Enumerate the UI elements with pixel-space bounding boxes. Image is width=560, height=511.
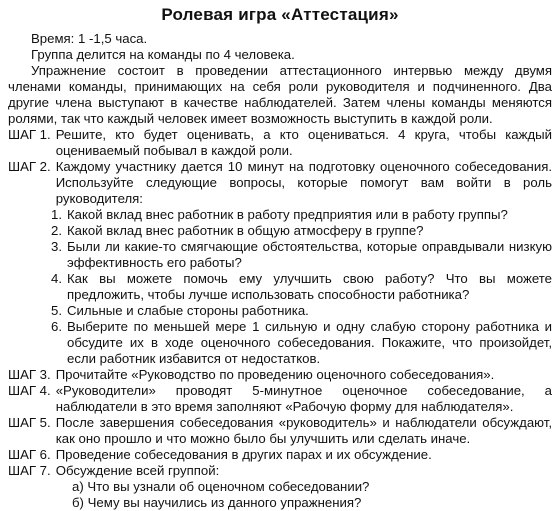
step-3: [8, 367, 552, 383]
step-label: ШАГ 2.: [8, 159, 51, 174]
step-text: Проведение собеседования в других парах и их обсуждение.: [55, 447, 432, 462]
discussion-question-b: б) Чему вы научились из данного упражнения?: [72, 495, 362, 510]
question-text: Выберите по меньшей мере 1 сильную и одну слабую сторону работника и обсудите их в ходе оценочного собеседования. Покажите, что произойдет, если работник избавится от недостатков.: [67, 319, 552, 366]
question-text: Сильные и слабые стороны работника.: [67, 303, 309, 318]
step-text: Каждому участнику дается 10 минут на подготовку оценочного собеседования. Используйте следующие вопросы, которые помогут вам войти в роль руководителя:: [55, 159, 552, 206]
time-line: Время: 1 -1,5 часа.: [31, 31, 148, 46]
question-text: Были ли какие-то смягчающие обстоятельства, которые оправдывали низкую эффективность его работы?: [67, 239, 552, 270]
question-number: 1.: [51, 207, 62, 222]
groups-line: Группа делится на команды по 4 человека.: [31, 47, 295, 62]
question-number: 3.: [51, 239, 62, 254]
step-6: [8, 447, 552, 463]
question-number: 4.: [51, 271, 62, 286]
step-label: ШАГ 6.: [8, 447, 51, 462]
step-5: [8, 415, 552, 447]
step-text: Прочитайте «Руководство по проведению оценочного собеседования».: [55, 367, 495, 382]
step-2: [8, 159, 552, 207]
step-label: ШАГ 1.: [8, 127, 51, 142]
step-text: После завершения собеседования «руководитель» и наблюдатели обсуждают, как оно прошло и что можно было бы улучшить или сделать иначе.: [55, 415, 552, 446]
step-1: [8, 127, 552, 159]
step-text: Обсуждение всей группой:: [55, 463, 220, 478]
step-text: «Руководители» проводят 5-минутное оценочное собеседование, а наблюдатели в это время заполняют «Рабочую форму для наблюдателя».: [55, 383, 552, 414]
document-title: Ролевая игра «Аттестация»: [161, 5, 399, 24]
step-label: ШАГ 3.: [8, 367, 51, 382]
question-number: 2.: [51, 223, 62, 238]
intro-paragraph: Упражнение состоит в проведении аттестационного интервью между двумя членами команды, принимающих на себя роли руководителя и подчиненного. Два другие члена выступают в качестве наблюдателей. Затем члены команды меняются ролями, так что каждый человек имеет возможность выступить в каждой роли.: [8, 63, 552, 126]
step-label: ШАГ 7.: [8, 463, 51, 478]
step-label: ШАГ 4.: [8, 383, 51, 398]
step-4: [8, 383, 552, 415]
step-label: ШАГ 5.: [8, 415, 51, 430]
discussion-question-a: а) Что вы узнали об оценочном собеседовании?: [72, 479, 370, 494]
question-item-3: [50, 239, 552, 271]
question-text: Какой вклад внес работник в общую атмосферу в группе?: [67, 223, 424, 238]
question-text: Какой вклад внес работник в работу предприятия или в работу группы?: [67, 207, 508, 222]
question-item-1: [50, 207, 552, 223]
question-text: Как вы можете помочь ему улучшить свою работу? Что вы можете предложить, чтобы лучше использовать способности работника?: [67, 271, 552, 302]
question-item-2: [50, 223, 552, 239]
step-text: Решите, кто будет оценивать, а кто оцениваться. 4 круга, чтобы каждый оцениваемый побывал в каждой роли.: [55, 127, 552, 158]
question-number: 5.: [51, 303, 62, 318]
question-item-5: [50, 303, 552, 319]
question-number: 6.: [51, 319, 62, 334]
question-list: [8, 207, 552, 367]
question-item-4: [50, 271, 552, 303]
step-7: [8, 463, 552, 479]
question-item-6: [50, 319, 552, 367]
